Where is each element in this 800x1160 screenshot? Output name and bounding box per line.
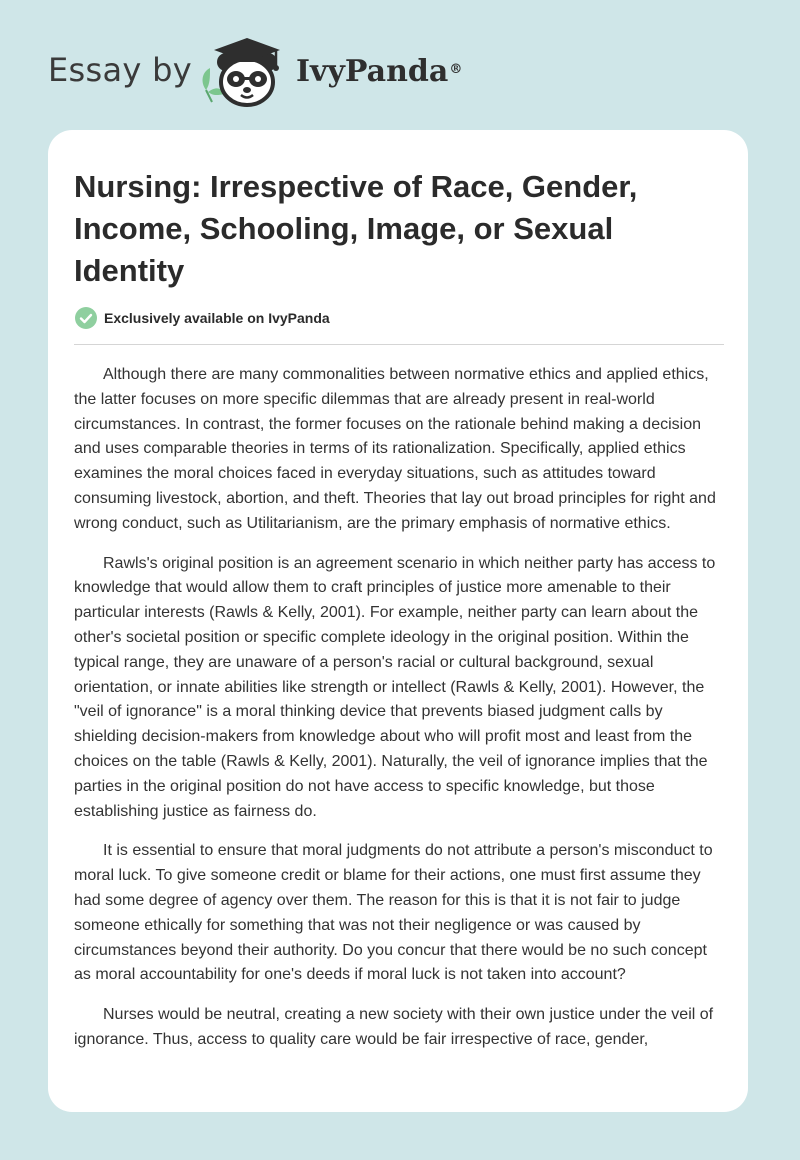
logo-wordmark: IvyPanda xyxy=(296,54,449,89)
panda-graduation-cap-icon[interactable] xyxy=(196,32,294,108)
paragraph: Nurses would be neutral, creating a new society with their own justice under the veil of ignorance. Thus, access to quality care would be fair irrespective of race, gender, xyxy=(74,1006,714,1048)
divider xyxy=(74,344,724,345)
exclusive-label: Exclusively available on IvyPanda xyxy=(104,310,330,326)
exclusive-badge xyxy=(74,306,330,330)
paragraph: Although there are many commonalities between normative ethics and applied ethics, the latter focuses on more specific dilemmas that are already present in real-world circumstances. In contrast, the former focuses on the rationale behind making a decision and uses comparable theories in terms of its rationalization. Specifically, applied ethics examines the moral choices faced in everyday situations, such as attitudes toward consuming livestock, abortion, and theft. Theories that lay out broad principles for right and wrong conduct, such as Utilitarianism, are the primary emphasis of normative ethics. xyxy=(74,366,716,532)
registered-mark: ® xyxy=(449,62,463,77)
brand-prefix: Essay by xyxy=(48,51,192,89)
site-header xyxy=(0,0,800,130)
essay-body xyxy=(74,363,724,1068)
ivypanda-logo[interactable] xyxy=(296,54,462,90)
check-circle-icon xyxy=(74,306,98,330)
essay-card xyxy=(48,130,748,1112)
paragraph: It is essential to ensure that moral judgments do not attribute a person's misconduct to moral luck. To give someone credit or blame for their actions, one must first assume they had some degree of agency over them. The reason for this is that it is not fair to judge someone ethically for something that was not their negligence or was caused by circumstances beyond their authority. Do you concur that there would be no such concept as moral accountability for one's deeds if moral luck is not taken into account? xyxy=(74,842,713,984)
essay-title: Nursing: Irrespective of Race, Gender, Income, Schooling, Image, or Sexual Identity xyxy=(74,169,638,288)
paragraph: Rawls's original position is an agreement scenario in which neither party has access to knowledge that would allow them to craft principles of justice more amenable to their particular interests (Rawls & Kelly, 2001). For example, neither party can learn about the other's societal position or specific complete ideology in the original position. Within the typical range, they are unaware of a person's racial or cultural background, sexual orientation, or innate abilities like strength or intellect (Rawls & Kelly, 2001). However, the "veil of ignorance" is a moral thinking device that prevents biased judgment calls by shielding decision-makers from knowledge about who will profit most and least from the choices on the table (Rawls & Kelly, 2001). Naturally, the veil of ignorance implies that the parties in the original position do not have access to specific knowledge, but those establishing justice as fairness do. xyxy=(74,554,716,820)
